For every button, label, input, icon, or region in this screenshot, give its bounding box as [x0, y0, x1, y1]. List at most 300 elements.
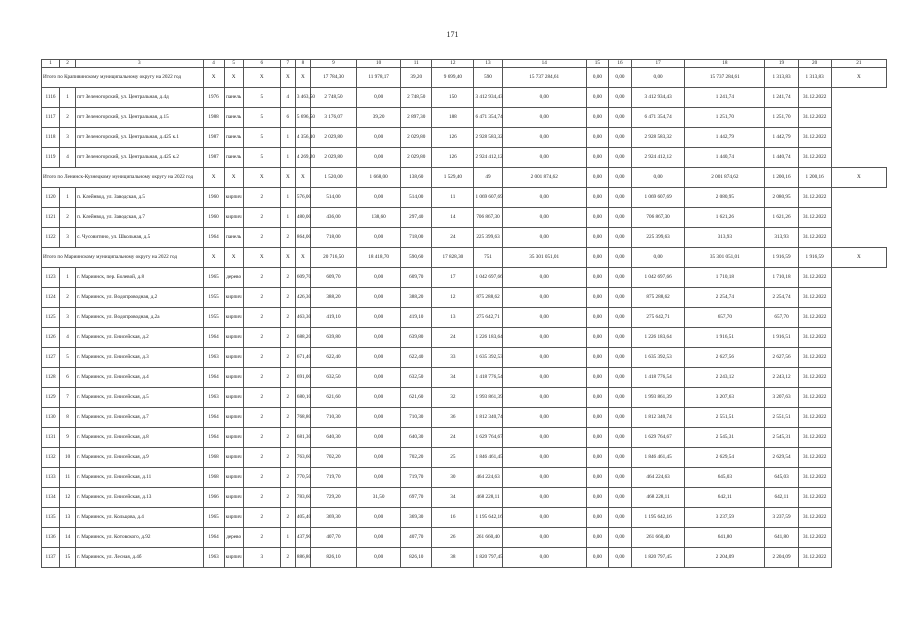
table-cell: 645,03 [685, 468, 765, 488]
table-cell: 1 820 797,45 [474, 548, 502, 568]
table-cell: 0,00 [357, 328, 401, 348]
subtotal-cell: 0,00 [608, 248, 631, 268]
table-cell: 11 [60, 468, 76, 488]
table-cell: 718,00 [401, 228, 432, 248]
address-cell: г. Мариинск, ул. Енисейская, д.13 [76, 488, 203, 508]
table-cell: 2 [243, 228, 280, 248]
subtotal-cell: 590,60 [401, 248, 432, 268]
subtotal-label: Итого по Крапивинскому муниципальному округу на 2022 год [42, 68, 204, 88]
address-cell: г. Мариинск, ул. Енисейская, д.5 [76, 388, 203, 408]
table-cell: 26 [432, 528, 474, 548]
table-cell: 369,30 [310, 508, 356, 528]
table-cell: дерево [224, 528, 243, 548]
table-cell: 0,00 [586, 428, 608, 448]
subtotal-cell: X [295, 68, 310, 88]
table-cell: 2 928 583,32 [474, 128, 502, 148]
table-cell: 1130 [42, 408, 60, 428]
column-number-cell: 15 [586, 60, 608, 68]
table-cell: 1 251,70 [685, 108, 765, 128]
table-cell: 0,00 [586, 268, 608, 288]
table-cell: 31.12.2022 [798, 508, 831, 528]
subtotal-cell: 1 200,16 [798, 168, 831, 188]
subtotal-cell: 15 737 284,61 [502, 68, 586, 88]
table-cell: 2 748,50 [310, 88, 356, 108]
table-cell: 0,00 [608, 348, 631, 368]
table-cell: 1987 [203, 148, 224, 168]
table-cell: 1960 [203, 188, 224, 208]
table-cell: 0,00 [586, 148, 608, 168]
table-cell: 31.12.2022 [798, 128, 831, 148]
table-cell: 1964 [203, 368, 224, 388]
table-cell: 0,00 [586, 128, 608, 148]
table-cell: 31.12.2022 [798, 88, 831, 108]
table-cell: 39,20 [357, 108, 401, 128]
table-cell: 388,20 [310, 288, 356, 308]
table-cell: 16 [432, 508, 474, 528]
table-cell: 645,03 [765, 468, 798, 488]
address-cell: пгт Зеленогорский, ул. Центральная, д.425 к.1 [76, 128, 203, 148]
table-cell: 1968 [203, 448, 224, 468]
column-number-cell: 20 [798, 60, 831, 68]
table-cell: 0,00 [502, 408, 586, 428]
table-cell: 313,93 [685, 228, 765, 248]
table-cell: 0,00 [502, 208, 586, 228]
table-cell: 12 [60, 488, 76, 508]
table-cell: 31.12.2022 [798, 228, 831, 248]
table-cell: 2 029,80 [310, 148, 356, 168]
table-cell: 1 635 392,53 [474, 348, 502, 368]
subtotal-cell: 1 668,00 [357, 168, 401, 188]
table-cell: 2 [60, 208, 76, 228]
table-cell: 1125 [42, 308, 60, 328]
table-cell: 1 226 183,64 [474, 328, 502, 348]
table-cell: 2 [243, 428, 280, 448]
table-cell: 388,20 [401, 288, 432, 308]
table-cell: 1131 [42, 428, 60, 448]
table-cell: 2 [243, 348, 280, 368]
address-cell: г. Мариинск, ул. Водопроводная, д.2 [76, 288, 203, 308]
table-cell: 1 846 461,45 [632, 448, 685, 468]
table-cell: 31.12.2022 [798, 268, 831, 288]
table-cell: 0,00 [586, 468, 608, 488]
table-cell: 0,00 [357, 508, 401, 528]
table-cell: 1 195 642,16 [632, 508, 685, 528]
table-cell: 0,00 [502, 528, 586, 548]
table-cell: 3 [60, 228, 76, 248]
table-cell: 2 [280, 288, 295, 308]
table-cell: 419,10 [401, 308, 432, 328]
table-cell: 2 629,54 [765, 448, 798, 468]
table-cell: 1965 [203, 508, 224, 528]
table-cell: 12 [432, 288, 474, 308]
column-number-cell: 18 [685, 60, 765, 68]
housing-registry-table [41, 59, 887, 568]
table-cell: 2 [280, 548, 295, 568]
table-cell: 514,00 [401, 188, 432, 208]
table-cell: панель [224, 228, 243, 248]
table-cell: 642,11 [765, 488, 798, 508]
subtotal-cell: X [243, 68, 280, 88]
table-cell: кирпич [224, 448, 243, 468]
table-cell: 0,00 [608, 128, 631, 148]
table-cell: 1 [280, 188, 295, 208]
table-cell: 2 204,09 [685, 548, 765, 568]
table-cell: 0,00 [608, 148, 631, 168]
table-cell: 2 [280, 268, 295, 288]
table-cell: 719,70 [310, 468, 356, 488]
table-cell: 1 710,18 [765, 268, 798, 288]
table-cell: 1 069 607,69 [474, 188, 502, 208]
table-cell: 31.12.2022 [798, 108, 831, 128]
table-cell: 2 [243, 208, 280, 228]
subtotal-label: Итого по Ленинск-Кузнецкому муниципальному округу на 2022 год [42, 168, 204, 188]
table-cell: 710,30 [310, 408, 356, 428]
column-number-cell: 5 [224, 60, 243, 68]
table-cell: 30 [432, 468, 474, 488]
table-cell: 0,00 [357, 188, 401, 208]
subtotal-cell: 17 828,30 [432, 248, 474, 268]
subtotal-cell: 1 520,00 [310, 168, 356, 188]
table-cell: 1 629 764,67 [474, 428, 502, 448]
table-cell: 0,00 [357, 228, 401, 248]
table-cell: 1 226 183,64 [632, 328, 685, 348]
column-number-cell: 6 [243, 60, 280, 68]
table-cell: 609,70 [310, 268, 356, 288]
table-cell: 480,00 [295, 208, 310, 228]
table-cell: 1988 [203, 108, 224, 128]
table-cell: 1 418 776,54 [474, 368, 502, 388]
address-cell: г. Мариинск, ул. Енисейская, д.8 [76, 428, 203, 448]
table-cell: 0,00 [502, 508, 586, 528]
subtotal-cell: X [243, 248, 280, 268]
column-number-cell: 17 [632, 60, 685, 68]
table-cell: 463,30 [295, 308, 310, 328]
table-cell: 0,00 [608, 228, 631, 248]
table-cell: 1116 [42, 88, 60, 108]
table-cell: 2 [243, 308, 280, 328]
table-cell: 2 [243, 448, 280, 468]
table-cell: кирпич [224, 328, 243, 348]
table-cell: 464 224,63 [632, 468, 685, 488]
subtotal-cell: 0,00 [608, 68, 631, 88]
table-cell: 3 237,59 [765, 508, 798, 528]
address-cell: г. Мариинск, ул. Енисейская, д.7 [76, 408, 203, 428]
table-cell: 297,40 [401, 208, 432, 228]
table-cell: 0,00 [586, 208, 608, 228]
table-cell: 642,11 [685, 488, 765, 508]
table-cell: 34 [432, 368, 474, 388]
table-cell: 2 080,95 [685, 188, 765, 208]
table-cell: 1 812 340,74 [474, 408, 502, 428]
column-number-cell: 11 [401, 60, 432, 68]
column-number-cell: 16 [608, 60, 631, 68]
table-cell: 1122 [42, 228, 60, 248]
table-cell: 1 635 392,53 [632, 348, 685, 368]
subtotal-cell: X [243, 168, 280, 188]
table-cell: 2 [60, 288, 76, 308]
table-cell: 0,00 [608, 448, 631, 468]
column-number-cell: 2 [60, 60, 76, 68]
table-cell: 36 [432, 408, 474, 428]
table-cell: 2 029,80 [401, 128, 432, 148]
table-cell: 0,00 [608, 508, 631, 528]
table-cell: 826,10 [401, 548, 432, 568]
table-cell: 641,80 [765, 528, 798, 548]
table-cell: 0,00 [357, 368, 401, 388]
table-cell: 641,80 [685, 528, 765, 548]
table-cell: 4 [60, 328, 76, 348]
table-cell: панель [224, 148, 243, 168]
table-cell: 188 [432, 108, 474, 128]
table-cell: 1 916,51 [685, 328, 765, 348]
table-cell: 261 660,40 [632, 528, 685, 548]
table-cell: 0,00 [357, 388, 401, 408]
table-cell: 2 897,30 [401, 108, 432, 128]
table-cell: 2 [60, 108, 76, 128]
table-cell: 2 029,80 [401, 148, 432, 168]
table-cell: 31.12.2022 [798, 148, 831, 168]
table-cell: 0,00 [608, 328, 631, 348]
table-cell: 24 [432, 328, 474, 348]
table-cell: 0,00 [586, 108, 608, 128]
table-cell: 875 288,62 [474, 288, 502, 308]
table-cell: 2 545,31 [685, 428, 765, 448]
table-cell: 718,00 [310, 228, 356, 248]
column-number-cell: 9 [310, 60, 356, 68]
page-number: 171 [446, 30, 459, 39]
table-cell: 0,00 [357, 148, 401, 168]
table-cell: 0,00 [608, 288, 631, 308]
subtotal-cell: 15 737 284,61 [685, 68, 765, 88]
table-cell: 3 207,63 [685, 388, 765, 408]
table-cell: кирпич [224, 408, 243, 428]
table-cell: кирпич [224, 508, 243, 528]
table-cell: 1 812 340,74 [632, 408, 685, 428]
table-cell: 0,00 [608, 388, 631, 408]
table-cell: 0,00 [586, 228, 608, 248]
table-cell: 0,00 [502, 288, 586, 308]
table-cell: 0,00 [608, 88, 631, 108]
table-cell: 0,00 [608, 408, 631, 428]
table-row [42, 128, 887, 148]
table-cell: 706 867,30 [474, 208, 502, 228]
table-cell: 1987 [203, 128, 224, 148]
table-cell: 0,00 [357, 428, 401, 448]
table-cell: 436,00 [310, 208, 356, 228]
table-cell: 0,00 [502, 548, 586, 568]
table-cell: 138,60 [357, 208, 401, 228]
table-cell: 225 399,63 [474, 228, 502, 248]
table-cell: 6 [60, 368, 76, 388]
table-cell: 621,60 [401, 388, 432, 408]
table-cell: 783,60 [295, 488, 310, 508]
table-cell: 2 [280, 228, 295, 248]
table-cell: 31,50 [357, 488, 401, 508]
table-cell: 1 042 697,66 [632, 268, 685, 288]
table-cell: 0,00 [357, 408, 401, 428]
table-cell: 1129 [42, 388, 60, 408]
subtotal-cell: 0,00 [586, 168, 608, 188]
table-cell: 2 [243, 528, 280, 548]
table-cell: кирпич [224, 188, 243, 208]
table-cell: 6 471 354,74 [474, 108, 502, 128]
subtotal-cell: X [224, 248, 243, 268]
table-cell: 1976 [203, 88, 224, 108]
subtotal-cell: 35 301 051,01 [502, 248, 586, 268]
table-cell: 1 846 461,45 [474, 448, 502, 468]
table-cell: 576,00 [295, 188, 310, 208]
table-cell: 1960 [203, 208, 224, 228]
table-cell: 1965 [203, 268, 224, 288]
table-cell: 31.12.2022 [798, 488, 831, 508]
table-cell: 0,00 [586, 388, 608, 408]
subtotal-cell: 1 916,59 [765, 248, 798, 268]
address-cell: г. Мариинск, ул. Енисейская, д.11 [76, 468, 203, 488]
table-cell: 7 [60, 388, 76, 408]
column-number-cell: 19 [765, 60, 798, 68]
table-cell: 2 748,50 [401, 88, 432, 108]
table-cell: 1 [60, 88, 76, 108]
subtotal-cell: X [831, 168, 886, 188]
subtotal-cell: 0,00 [632, 68, 685, 88]
subtotal-cell: X [280, 68, 295, 88]
table-cell: 31.12.2022 [798, 468, 831, 488]
table-cell: 3 412 934,43 [632, 88, 685, 108]
table-cell: 0,00 [357, 88, 401, 108]
subtotal-row [42, 68, 887, 88]
table-cell: 702,20 [310, 448, 356, 468]
table-cell: 31.12.2022 [798, 288, 831, 308]
subtotal-cell: 0,00 [632, 168, 685, 188]
table-cell: 1117 [42, 108, 60, 128]
table-cell: 468 228,11 [632, 488, 685, 508]
table-cell: кирпич [224, 288, 243, 308]
table-cell: 1 993 861,39 [474, 388, 502, 408]
table-cell: 4 356,10 [295, 128, 310, 148]
table-cell: 0,00 [608, 268, 631, 288]
table-cell: 2 [243, 488, 280, 508]
table-cell: 2 551,51 [765, 408, 798, 428]
table-cell: 886,80 [295, 548, 310, 568]
table-cell: 1133 [42, 468, 60, 488]
address-cell: п. Клейнвод, ул. Заводская, д.5 [76, 188, 203, 208]
table-cell: 3 [60, 308, 76, 328]
table-cell: 0,00 [608, 468, 631, 488]
table-cell: 609,70 [401, 268, 432, 288]
table-cell: 1964 [203, 328, 224, 348]
table-cell: 1118 [42, 128, 60, 148]
table-cell: 826,10 [310, 548, 356, 568]
table-cell: 1 710,18 [685, 268, 765, 288]
table-cell: 0,00 [502, 428, 586, 448]
table-cell: 32 [432, 388, 474, 408]
table-cell: 1955 [203, 288, 224, 308]
table-row [42, 528, 887, 548]
table-cell: 2 627,56 [765, 348, 798, 368]
table-cell: 1 251,70 [765, 108, 798, 128]
column-number-cell: 13 [474, 60, 502, 68]
table-cell: 2 928 583,32 [632, 128, 685, 148]
table-cell: 8 [60, 408, 76, 428]
table-cell: 126 [432, 128, 474, 148]
address-cell: пгт Зеленогорский, ул. Центральная, д.4д [76, 88, 203, 108]
table-cell: 5 [243, 88, 280, 108]
subtotal-cell: X [831, 248, 886, 268]
table-cell: 0,00 [502, 488, 586, 508]
table-cell: 1 442,79 [685, 128, 765, 148]
table-cell: кирпич [224, 348, 243, 368]
table-row [42, 388, 887, 408]
subtotal-cell: 1 529,40 [432, 168, 474, 188]
table-cell: 2 924 412,12 [632, 148, 685, 168]
table-cell: 1 629 764,67 [632, 428, 685, 448]
table-cell: 13 [432, 308, 474, 328]
table-cell: 34 [432, 488, 474, 508]
subtotal-label: Итого по Мариинскому муниципальному округу на 2022 год [42, 248, 204, 268]
table-cell: 710,30 [401, 408, 432, 428]
table-cell: 702,20 [401, 448, 432, 468]
table-cell: 657,70 [685, 308, 765, 328]
table-cell: 126 [432, 148, 474, 168]
table-cell: 2 [280, 368, 295, 388]
subtotal-cell: X [224, 68, 243, 88]
table-cell: 0,00 [357, 468, 401, 488]
table-cell: кирпич [224, 488, 243, 508]
table-cell: 0,00 [586, 288, 608, 308]
table-cell: 0,00 [502, 128, 586, 148]
table-cell: 0,00 [502, 308, 586, 328]
table-cell: 5 696,50 [295, 108, 310, 128]
table-cell: 1121 [42, 208, 60, 228]
table-cell: 609,70 [295, 268, 310, 288]
address-cell: пгт Зеленогорский, ул. Центральная, д.15 [76, 108, 203, 128]
table-cell: 0,00 [357, 348, 401, 368]
table-cell: 2 254,74 [685, 288, 765, 308]
column-number-cell: 4 [203, 60, 224, 68]
table-cell: 31.12.2022 [798, 328, 831, 348]
address-cell: г. Мариинск, ул. Енисейская, д.2 [76, 328, 203, 348]
address-cell: г. Мариинск, ул. Лесная, д.4б [76, 548, 203, 568]
column-number-cell: 1 [42, 60, 60, 68]
table-cell: 0,00 [586, 368, 608, 388]
table-cell: 622,40 [310, 348, 356, 368]
table-cell: 2 [280, 408, 295, 428]
table-cell: 719,70 [401, 468, 432, 488]
table-cell: 0,00 [586, 408, 608, 428]
subtotal-cell: 0,00 [586, 248, 608, 268]
table-row [42, 288, 887, 308]
table-cell: 2 [243, 508, 280, 528]
table-cell: 407,70 [310, 528, 356, 548]
column-number-cell: 8 [295, 60, 310, 68]
table-cell: 1 042 697,66 [474, 268, 502, 288]
table-cell: 1 [280, 148, 295, 168]
table-cell: 31.12.2022 [798, 448, 831, 468]
table-cell: 0,00 [502, 368, 586, 388]
table-cell: 275 642,71 [474, 308, 502, 328]
table-cell: 6 [280, 108, 295, 128]
table-cell: 1134 [42, 488, 60, 508]
table-cell: 2 [280, 508, 295, 528]
table-row [42, 308, 887, 328]
table-cell: 0,00 [586, 508, 608, 528]
table-cell: 31.12.2022 [798, 388, 831, 408]
table-cell: 9 [60, 428, 76, 448]
table-cell: 640,30 [310, 428, 356, 448]
column-number-cell: 10 [357, 60, 401, 68]
subtotal-cell: X [831, 68, 886, 88]
table-cell: 1963 [203, 548, 224, 568]
